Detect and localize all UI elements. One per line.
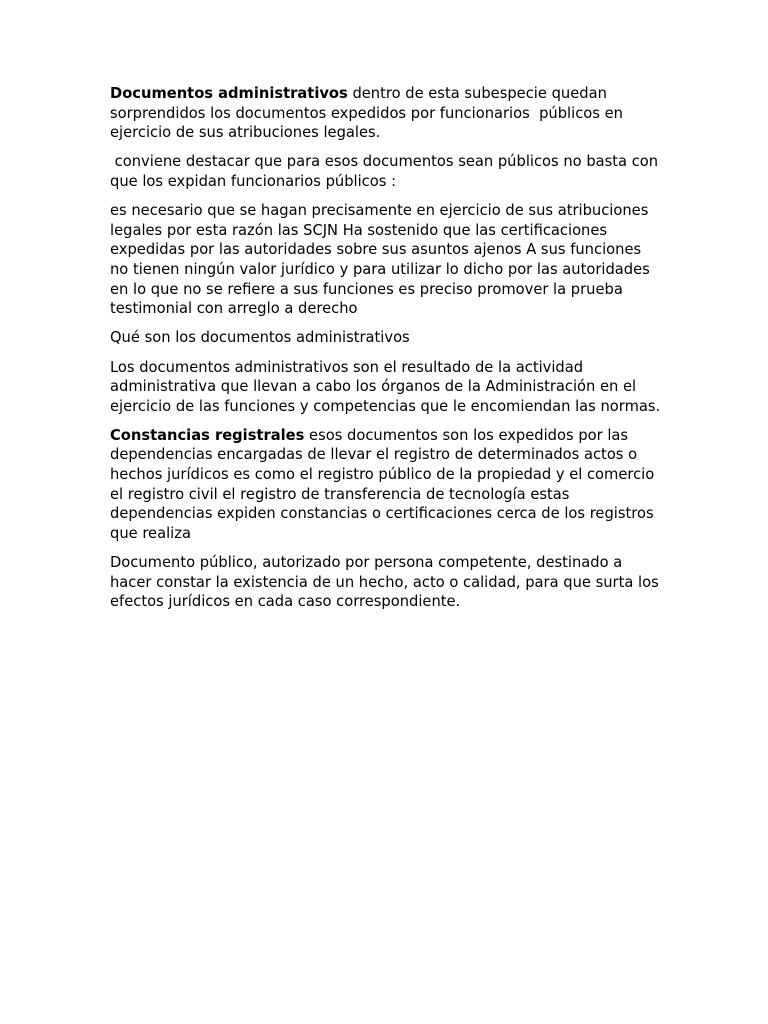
paragraph-documentos-administrativos: [110, 84, 662, 143]
paragraph-text: es necesario que se hagan precisamente en ejercicio de sus atribuciones legales por esta razón las SCJN Ha sostenido que las certificaciones expedidas por las autoridades sobre sus asuntos ajenos A sus funciones no tienen ningún valor jurídico y para utilizar lo dicho por las autoridades en lo que no se refiere a sus funciones es preciso promover la prueba testimonial con arreglo a derecho: [110, 202, 655, 318]
paragraph-text: esos documentos son los expedidos por las dependencias encargadas de llevar el registro de determinados actos o hechos jurídicos es como el registro público de la propiedad y el comercio el registro civil el registro de transferencia de tecnología estas dependencias expiden constancias o certificaciones cerca de los registros que realiza: [110, 426, 659, 542]
paragraph-constancias-registrales: [110, 426, 662, 544]
paragraph-documento-publico: [110, 553, 662, 612]
document-page: [110, 84, 662, 621]
paragraph-text: dentro de esta subespecie quedan sorprendidos los documentos expedidos por funcionarios públicos en ejercicio de sus atribuciones legales.: [110, 85, 628, 142]
paragraph-text: Qué son los documentos administrativos: [110, 329, 410, 347]
paragraph-text: conviene destacar que para esos documentos sean públicos no basta con que los expidan funcionarios públicos :: [110, 153, 663, 190]
paragraph-text: Los documentos administrativos son el resultado de la actividad administrativa que llevan a cabo los órganos de la Administración en el ejercicio de las funciones y competencias que le encomiendan las normas.: [110, 358, 661, 415]
paragraph-heading: Documentos administrativos: [110, 85, 348, 102]
paragraph-text: Documento público, autorizado por persona competente, destinado a hacer constar la existencia de un hecho, acto o calidad, para que surta los efectos jurídicos en cada caso correspondiente.: [110, 554, 664, 611]
paragraph-es-necesario: [110, 201, 662, 319]
paragraph-que-son: [110, 328, 662, 348]
paragraph-conviene-destacar: [110, 152, 662, 191]
paragraph-definicion: [110, 358, 662, 417]
paragraph-heading: Constancias registrales: [110, 426, 305, 444]
